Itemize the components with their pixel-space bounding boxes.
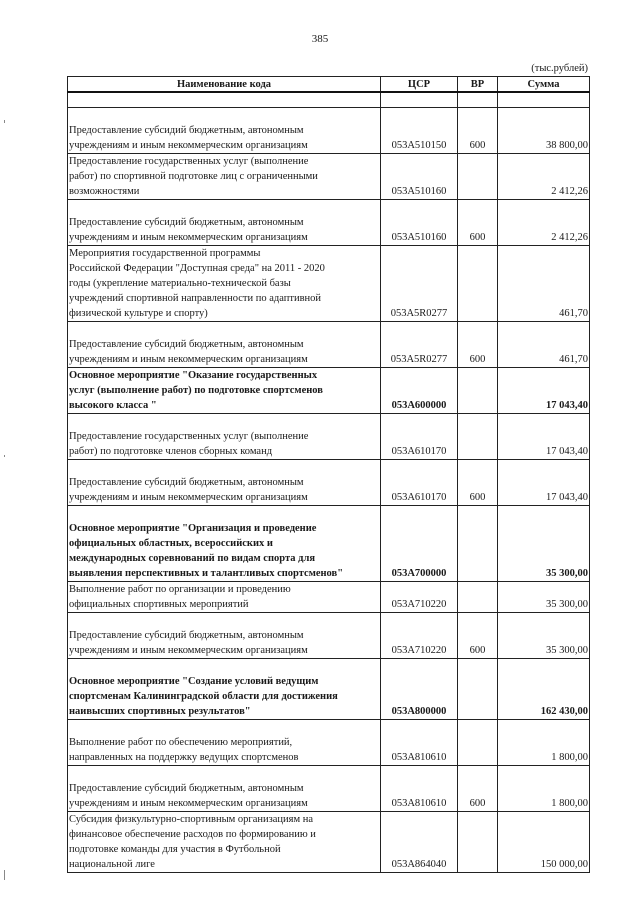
row-csr: 053А5R0277 bbox=[381, 322, 458, 368]
table-row bbox=[68, 720, 590, 766]
row-name: Выполнение работ по обеспечению мероприятий, направленных на поддержку ведущих спортсменов bbox=[69, 737, 299, 763]
table-row bbox=[68, 414, 590, 460]
table-row bbox=[68, 613, 590, 659]
scan-edge-marks bbox=[4, 0, 6, 905]
row-sum: 150 000,00 bbox=[498, 812, 590, 873]
row-name: Предоставление субсидий бюджетным, автономным учреждениям и иным некоммерческим организациям bbox=[69, 783, 308, 809]
row-name: Субсидия физкультурно-спортивным организациям на финансовое обеспечение расходов по формированию и подготовке команды для участия в Футбольной национальной лиге bbox=[69, 814, 316, 870]
row-csr: 053А810610 bbox=[381, 720, 458, 766]
row-name-cell bbox=[68, 368, 381, 414]
row-name: Предоставление субсидий бюджетным, автономным учреждениям и иным некоммерческим организациям bbox=[69, 477, 308, 503]
row-sum: 461,70 bbox=[498, 322, 590, 368]
row-name-cell bbox=[68, 414, 381, 460]
row-name-cell bbox=[68, 659, 381, 720]
row-csr: 053А710220 bbox=[381, 613, 458, 659]
table-row bbox=[68, 108, 590, 154]
row-name-cell bbox=[68, 766, 381, 812]
row-name: Основное мероприятие "Оказание государственных услуг (выполнение работ) по подготовке спортсменов высокого класса " bbox=[69, 370, 323, 411]
row-name: Предоставление субсидий бюджетным, автономным учреждениям и иным некоммерческим организациям bbox=[69, 339, 308, 365]
row-sum: 35 300,00 bbox=[498, 613, 590, 659]
row-vr: 600 bbox=[458, 613, 498, 659]
row-csr: 053А610170 bbox=[381, 460, 458, 506]
header-csr: ЦСР bbox=[381, 77, 458, 93]
row-name-cell bbox=[68, 506, 381, 582]
page-number: 385 bbox=[311, 33, 329, 45]
table-body bbox=[68, 92, 590, 873]
row-name-cell bbox=[68, 582, 381, 613]
row-vr: 600 bbox=[458, 460, 498, 506]
row-csr: 053А864040 bbox=[381, 812, 458, 873]
budget-table bbox=[67, 76, 590, 873]
row-vr: 600 bbox=[458, 766, 498, 812]
table-header-row bbox=[68, 77, 590, 93]
table-row bbox=[68, 766, 590, 812]
row-sum: 2 412,26 bbox=[498, 200, 590, 246]
row-csr: 053А700000 bbox=[381, 506, 458, 582]
row-sum: 35 300,00 bbox=[498, 582, 590, 613]
row-name-cell bbox=[68, 613, 381, 659]
row-csr: 053А810610 bbox=[381, 766, 458, 812]
row-name: Основное мероприятие "Создание условий ведущим спортсменам Калининградской области для достижения наивысших спортивных результатов" bbox=[69, 676, 338, 717]
row-name: Предоставление государственных услуг (выполнение работ) по спортивной подготовке лиц с ограниченными возможностями bbox=[69, 156, 318, 197]
table-row bbox=[68, 322, 590, 368]
row-name: Предоставление субсидий бюджетным, автономным учреждениям и иным некоммерческим организациям bbox=[69, 630, 308, 656]
row-name-cell bbox=[68, 200, 381, 246]
row-name: Мероприятия государственной программы Российской Федерации "Доступная среда" на 2011 - 2020 годы (укрепление материально-технической базы учреждений спортивной направленности по адаптивной физической культуре и спорту) bbox=[69, 248, 325, 319]
table-row bbox=[68, 506, 590, 582]
row-name-cell bbox=[68, 460, 381, 506]
row-sum: 2 412,26 bbox=[498, 154, 590, 200]
table-row bbox=[68, 812, 590, 873]
row-name: Предоставление государственных услуг (выполнение работ) по подготовке членов сборных команд bbox=[69, 431, 309, 457]
header-vr: ВР bbox=[458, 77, 498, 93]
header-sum: Сумма bbox=[498, 77, 590, 93]
row-name-cell bbox=[68, 108, 381, 154]
row-name-cell bbox=[68, 154, 381, 200]
row-sum: 17 043,40 bbox=[498, 460, 590, 506]
row-csr: 053А510160 bbox=[381, 200, 458, 246]
row-sum: 17 043,40 bbox=[498, 368, 590, 414]
row-vr bbox=[458, 154, 498, 200]
row-sum: 1 800,00 bbox=[498, 766, 590, 812]
table-row bbox=[68, 200, 590, 246]
row-name-cell bbox=[68, 246, 381, 322]
table-spacer-row bbox=[68, 92, 590, 108]
row-vr bbox=[458, 368, 498, 414]
row-vr bbox=[458, 506, 498, 582]
row-sum: 1 800,00 bbox=[498, 720, 590, 766]
table-row bbox=[68, 460, 590, 506]
row-vr: 600 bbox=[458, 200, 498, 246]
row-vr bbox=[458, 246, 498, 322]
row-name-cell bbox=[68, 720, 381, 766]
unit-note: (тыс.рублей) bbox=[531, 63, 588, 74]
row-sum: 461,70 bbox=[498, 246, 590, 322]
row-name-cell bbox=[68, 322, 381, 368]
row-sum: 17 043,40 bbox=[498, 414, 590, 460]
row-name-cell bbox=[68, 812, 381, 873]
table-row bbox=[68, 582, 590, 613]
row-name: Предоставление субсидий бюджетным, автономным учреждениям и иным некоммерческим организациям bbox=[69, 217, 308, 243]
row-sum: 162 430,00 bbox=[498, 659, 590, 720]
table-row bbox=[68, 246, 590, 322]
row-csr: 053А800000 bbox=[381, 659, 458, 720]
row-csr: 053А510160 bbox=[381, 154, 458, 200]
row-csr: 053А610170 bbox=[381, 414, 458, 460]
table-row bbox=[68, 659, 590, 720]
row-csr: 053А5R0277 bbox=[381, 246, 458, 322]
row-sum: 35 300,00 bbox=[498, 506, 590, 582]
row-vr: 600 bbox=[458, 322, 498, 368]
row-vr bbox=[458, 582, 498, 613]
row-vr bbox=[458, 659, 498, 720]
table-row bbox=[68, 368, 590, 414]
row-csr: 053А710220 bbox=[381, 582, 458, 613]
table-row bbox=[68, 154, 590, 200]
header-name: Наименование кода bbox=[68, 77, 381, 93]
row-vr: 600 bbox=[458, 108, 498, 154]
row-csr: 053А600000 bbox=[381, 368, 458, 414]
row-vr bbox=[458, 812, 498, 873]
row-name: Предоставление субсидий бюджетным, автономным учреждениям и иным некоммерческим организациям bbox=[69, 125, 308, 151]
row-name: Основное мероприятие "Организация и проведение официальных областных, всероссийских и международных соревнований по видам спорта для выявления перспективных и талантливых спортсменов" bbox=[69, 523, 344, 579]
row-csr: 053А510150 bbox=[381, 108, 458, 154]
row-vr bbox=[458, 414, 498, 460]
row-sum: 38 800,00 bbox=[498, 108, 590, 154]
row-name: Выполнение работ по организации и проведению официальных спортивных мероприятий bbox=[69, 584, 291, 610]
row-vr bbox=[458, 720, 498, 766]
